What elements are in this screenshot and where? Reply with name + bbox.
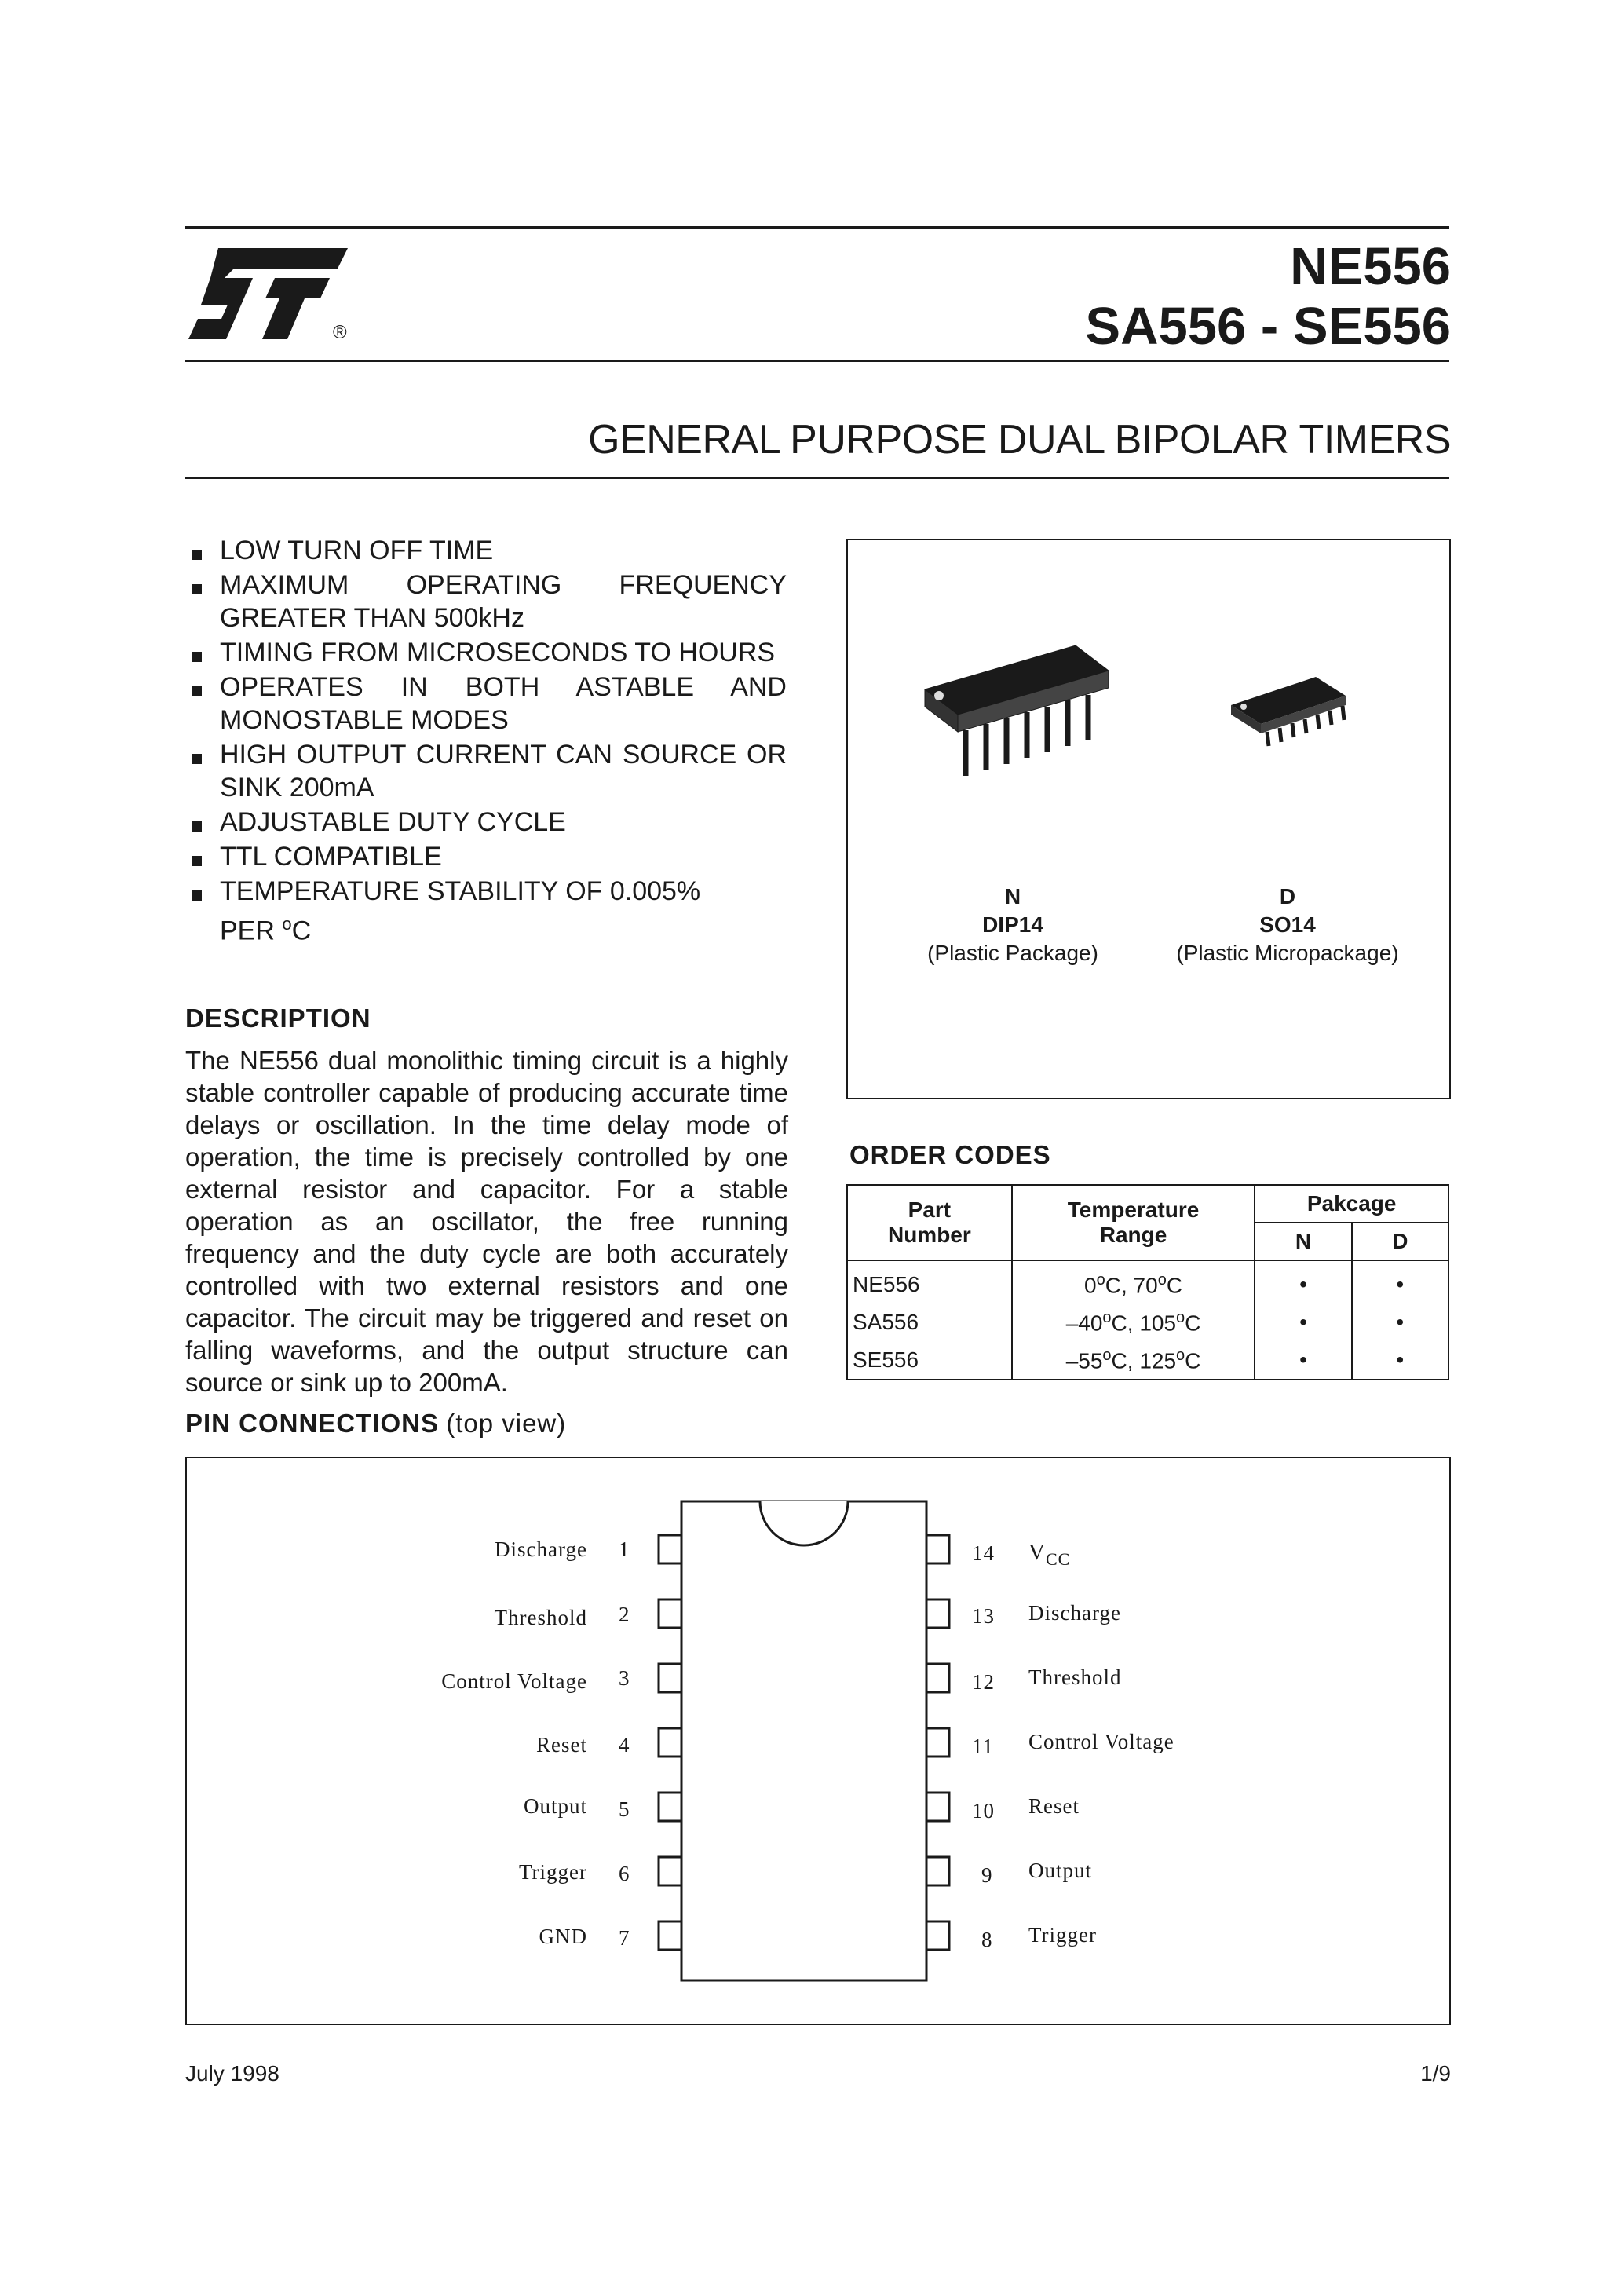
temp-high: C, 105 — [1111, 1311, 1177, 1336]
pin-name-left: Trigger — [518, 1860, 587, 1884]
cell-d: • — [1352, 1303, 1448, 1341]
pin-name-right: Threshold — [1028, 1665, 1122, 1689]
cell-part: SA556 — [847, 1303, 1012, 1341]
pin-name-left: GND — [539, 1925, 587, 1948]
feature-item: OPERATES IN BOTH ASTABLE AND MONOSTABLE MODES — [188, 671, 787, 737]
degree-sup: o — [1096, 1270, 1105, 1289]
pin-number-right: 8 — [981, 1928, 993, 1951]
degree-sup: o — [1102, 1308, 1112, 1326]
col-header-package: Pakcage — [1255, 1185, 1448, 1223]
col-header-d: D — [1352, 1223, 1448, 1260]
pin-number-left: 2 — [619, 1603, 630, 1626]
footer-date: July 1998 — [185, 2061, 279, 2086]
part-title-line2: SA556 - SE556 — [1085, 297, 1451, 356]
pin-name-left: Reset — [536, 1733, 587, 1757]
pin-name-left: Threshold — [494, 1606, 587, 1629]
pin-number-left: 5 — [619, 1797, 630, 1821]
pin-connection-diagram — [185, 1457, 1451, 2025]
degree-sup: o — [1176, 1346, 1185, 1364]
pin-name-left: Control Voltage — [441, 1669, 587, 1693]
header-top-rule — [185, 226, 1449, 229]
pin-name-right-vcc — [1028, 1540, 1070, 1570]
pin-number-left: 7 — [619, 1926, 630, 1950]
pin-connections-heading — [185, 1409, 566, 1439]
degree-sup: o — [1102, 1346, 1112, 1364]
package-name: DIP14 — [982, 912, 1043, 937]
feature-item-tail-prefix: PER — [220, 916, 283, 946]
registered-mark: ® — [333, 322, 347, 343]
pin-name-left: Discharge — [495, 1537, 587, 1561]
feature-item-text: TEMPERATURE STABILITY OF 0.005% — [220, 876, 701, 906]
temp-low: –55 — [1065, 1348, 1103, 1373]
pin-connections-subtitle: (top view) — [446, 1409, 567, 1438]
document-subtitle: GENERAL PURPOSE DUAL BIPOLAR TIMERS — [588, 417, 1451, 462]
pin-number-right: 12 — [972, 1670, 995, 1694]
feature-item-tail-unit: C — [291, 916, 312, 946]
temp-unit: C — [1166, 1273, 1183, 1298]
pin-number-right: 14 — [972, 1541, 995, 1565]
col-header-n: N — [1255, 1223, 1351, 1260]
feature-item: MAXIMUM OPERATING FREQUENCY GREATER THAN 500kHz — [188, 569, 787, 634]
cell-n: • — [1255, 1303, 1351, 1341]
st-logo — [187, 242, 352, 344]
feature-list — [188, 534, 787, 947]
cell-temp — [1012, 1341, 1255, 1380]
order-codes-heading: ORDER CODES — [849, 1140, 1051, 1169]
temp-unit: C — [1185, 1311, 1201, 1336]
package-name: SO14 — [1259, 912, 1316, 937]
feature-item: HIGH OUTPUT CURRENT CAN SOURCE OR SINK 200mA — [188, 738, 787, 804]
degree-sup: o — [1176, 1308, 1185, 1326]
description-heading: DESCRIPTION — [185, 1004, 371, 1033]
so14-package-icon — [1228, 674, 1353, 760]
pin-name-right: Trigger — [1028, 1923, 1098, 1947]
pin-number-right: 13 — [972, 1604, 995, 1628]
footer-page-number: 1/9 — [1420, 2061, 1451, 2086]
feature-item: TIMING FROM MICROSECONDS TO HOURS — [188, 636, 787, 669]
package-code: N — [1004, 884, 1021, 909]
feature-item-last — [188, 875, 787, 947]
cell-temp — [1012, 1303, 1255, 1341]
degree-sup: o — [282, 914, 292, 934]
cell-n: • — [1255, 1260, 1351, 1303]
part-title-line1: NE556 — [1290, 237, 1451, 296]
pin-number-right: 9 — [981, 1863, 993, 1887]
cell-part: SE556 — [847, 1341, 1012, 1380]
table-row — [847, 1341, 1448, 1380]
pin-number-left: 4 — [619, 1733, 630, 1757]
temp-high: C, 70 — [1105, 1273, 1158, 1298]
package-caption-n — [895, 883, 1131, 967]
cell-d: • — [1352, 1341, 1448, 1380]
cell-temp — [1012, 1260, 1255, 1303]
vcc-subscript: CC — [1045, 1548, 1071, 1569]
feature-item: TTL COMPATIBLE — [188, 840, 787, 873]
temp-low: –40 — [1065, 1311, 1103, 1336]
feature-item: LOW TURN OFF TIME — [188, 534, 787, 567]
pin-number-left: 6 — [619, 1862, 630, 1885]
col-header-part: Part Number — [847, 1185, 1012, 1260]
pin-connections-title: PIN CONNECTIONS — [185, 1409, 440, 1438]
table-row — [847, 1260, 1448, 1303]
description-text: The NE556 dual monolithic timing circuit is a highly stable controller capable of producing accurate time delays or oscillation. In the time delay mode of operation, the time is precisely controlled by one external resistor and capacitor. For a stable operation as an oscillator, the free running frequency and the duty cycle are both accurately controlled with two external resistors and one capacitor. The circuit may be triggered and reset on falling waveforms, and the output structure can source or sink up to 200mA. — [185, 1046, 788, 1397]
col-header-temp: Temperature Range — [1012, 1185, 1255, 1260]
pin-name-right: Output — [1028, 1859, 1093, 1882]
cell-part: NE556 — [847, 1260, 1012, 1303]
st-logo-mark — [187, 242, 352, 344]
package-code: D — [1279, 884, 1296, 909]
subtitle-rule — [185, 477, 1449, 479]
pin-name-right: Control Voltage — [1028, 1730, 1174, 1753]
table-row — [847, 1303, 1448, 1341]
vcc-label: V — [1028, 1540, 1046, 1565]
temp-high: C, 125 — [1111, 1348, 1177, 1373]
pin-name-right: Discharge — [1028, 1601, 1121, 1625]
pin-number-left: 1 — [619, 1537, 630, 1561]
ic-body-outline — [187, 1458, 1449, 2024]
degree-sup: o — [1157, 1270, 1167, 1289]
temp-unit: C — [1185, 1348, 1201, 1373]
package-caption-d — [1146, 883, 1429, 967]
pin-name-left: Output — [523, 1794, 587, 1818]
pin-number-right: 10 — [972, 1799, 995, 1823]
cell-d: • — [1352, 1260, 1448, 1303]
dip14-package-icon — [919, 642, 1115, 792]
pin-number-left: 3 — [619, 1666, 630, 1690]
package-desc: (Plastic Package) — [927, 941, 1098, 965]
cell-n: • — [1255, 1341, 1351, 1380]
feature-item: ADJUSTABLE DUTY CYCLE — [188, 806, 787, 839]
header-mid-rule — [185, 360, 1449, 362]
pin-name-right: Reset — [1028, 1794, 1080, 1818]
temp-low: 0 — [1084, 1273, 1097, 1298]
package-box — [846, 539, 1451, 1099]
package-desc: (Plastic Micropackage) — [1176, 941, 1399, 965]
pin-number-right: 11 — [972, 1735, 994, 1758]
order-codes-table — [846, 1184, 1449, 1380]
